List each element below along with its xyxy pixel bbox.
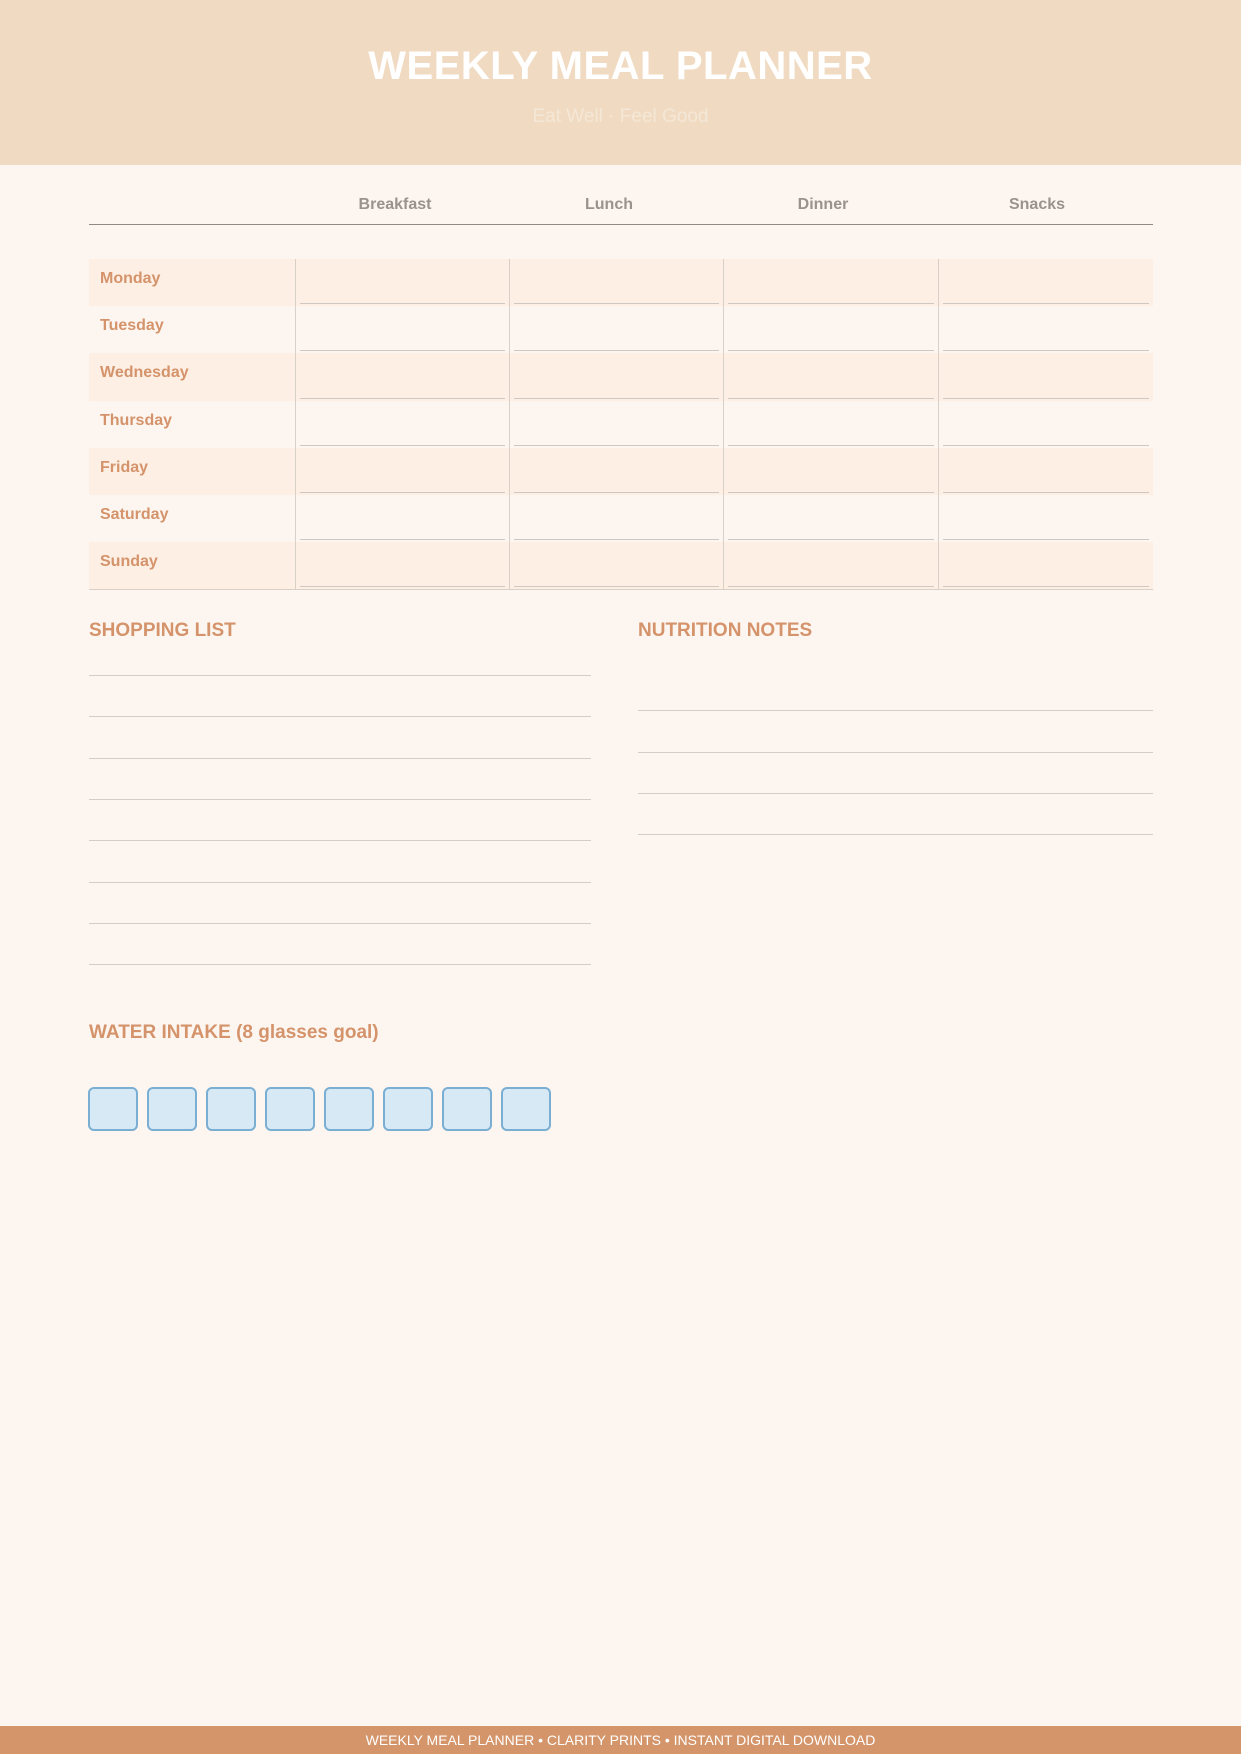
meal-cell-breakfast[interactable]: [295, 259, 509, 306]
day-label: Thursday: [100, 411, 173, 429]
day-row-sunday: [89, 542, 1153, 589]
day-row-tuesday: [89, 306, 1153, 353]
water-glass-checkbox[interactable]: [383, 1087, 433, 1131]
meal-cell-snacks[interactable]: [938, 495, 1153, 542]
water-glass-checkbox[interactable]: [147, 1087, 197, 1131]
meal-cell-lunch[interactable]: [509, 495, 723, 542]
water-glass-checkbox[interactable]: [442, 1087, 492, 1131]
day-row-thursday: [89, 401, 1153, 448]
nutrition-notes-line[interactable]: [638, 793, 1153, 794]
day-label: Wednesday: [100, 364, 189, 382]
day-label: Monday: [100, 270, 161, 287]
meal-cell-snacks[interactable]: [938, 542, 1153, 589]
meal-cell-lunch[interactable]: [509, 353, 723, 400]
water-intake-title: WATER INTAKE (8 glasses goal): [89, 1022, 379, 1043]
column-header-dinner: Dinner: [797, 196, 849, 213]
column-header-snacks: Snacks: [1008, 196, 1066, 213]
meal-cell-breakfast[interactable]: [295, 542, 509, 589]
meal-cell-snacks[interactable]: [938, 448, 1153, 495]
meal-cell-snacks[interactable]: [938, 259, 1153, 306]
meal-cell-lunch[interactable]: [509, 448, 723, 495]
day-label: Tuesday: [100, 317, 164, 335]
nutrition-notes-title: NUTRITION NOTES: [638, 620, 813, 641]
meal-column-headers: [89, 196, 1153, 225]
page-footer: WEEKLY MEAL PLANNER • CLARITY PRINTS • INSTANT DIGITAL DOWNLOAD: [0, 1726, 1241, 1754]
meal-cell-breakfast[interactable]: [295, 401, 509, 448]
day-label: Friday: [100, 458, 149, 476]
meal-cell-lunch[interactable]: [509, 259, 723, 306]
meal-cell-dinner[interactable]: [723, 306, 938, 353]
column-header-lunch: Lunch: [585, 196, 633, 213]
nutrition-notes-line[interactable]: [638, 752, 1153, 753]
water-glass-checkbox[interactable]: [501, 1087, 551, 1131]
page-title: WEEKLY MEAL PLANNER: [368, 44, 873, 88]
meal-cell-breakfast[interactable]: [295, 306, 509, 353]
day-label: Saturday: [100, 505, 169, 523]
meal-cell-dinner[interactable]: [723, 401, 938, 448]
meal-cell-snacks[interactable]: [938, 401, 1153, 448]
water-glass-checkbox[interactable]: [206, 1087, 256, 1131]
shopping-list-line[interactable]: [89, 799, 591, 800]
meal-cell-snacks[interactable]: [938, 353, 1153, 400]
water-glass-checkbox[interactable]: [88, 1087, 138, 1131]
shopping-list-line[interactable]: [89, 675, 591, 676]
shopping-list-title: SHOPPING LIST: [89, 620, 236, 641]
shopping-list-line[interactable]: [89, 840, 591, 841]
day-row-friday: [89, 448, 1153, 495]
day-row-wednesday: [89, 353, 1153, 400]
page-header: [0, 0, 1241, 165]
meal-cell-dinner[interactable]: [723, 353, 938, 400]
day-row-saturday: [89, 495, 1153, 542]
page-subtitle: Eat Well · Feel Good: [532, 106, 709, 127]
meal-grid: [89, 259, 1153, 590]
meal-cell-lunch[interactable]: [509, 401, 723, 448]
meal-cell-breakfast[interactable]: [295, 495, 509, 542]
shopping-list-line[interactable]: [89, 716, 591, 717]
meal-cell-dinner[interactable]: [723, 542, 938, 589]
nutrition-notes-line[interactable]: [638, 834, 1153, 835]
shopping-list-line[interactable]: [89, 923, 591, 924]
meal-cell-lunch[interactable]: [509, 542, 723, 589]
water-glass-checkbox[interactable]: [324, 1087, 374, 1131]
meal-cell-breakfast[interactable]: [295, 448, 509, 495]
shopping-list-line[interactable]: [89, 882, 591, 883]
meal-cell-dinner[interactable]: [723, 259, 938, 306]
meal-cell-lunch[interactable]: [509, 306, 723, 353]
water-glass-checkbox[interactable]: [265, 1087, 315, 1131]
meal-cell-breakfast[interactable]: [295, 353, 509, 400]
meal-cell-snacks[interactable]: [938, 306, 1153, 353]
day-label: Sunday: [100, 553, 158, 571]
meal-cell-dinner[interactable]: [723, 448, 938, 495]
nutrition-notes-line[interactable]: [638, 710, 1153, 711]
shopping-list-line[interactable]: [89, 964, 591, 965]
day-row-monday: [89, 259, 1153, 306]
column-header-breakfast: Breakfast: [358, 196, 432, 213]
shopping-list-line[interactable]: [89, 758, 591, 759]
meal-cell-dinner[interactable]: [723, 495, 938, 542]
